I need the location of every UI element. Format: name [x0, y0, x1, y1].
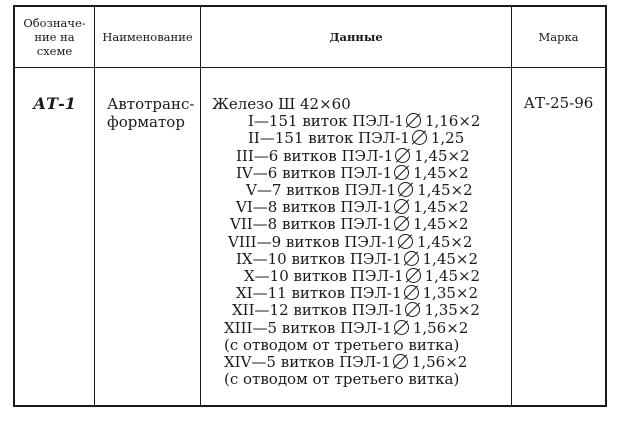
- winding-spec: V—7 витков ПЭЛ-1: [246, 181, 397, 200]
- diameter-icon: [406, 268, 421, 283]
- winding-spec: I—151 виток ПЭЛ-1: [248, 112, 404, 131]
- winding-diameter: 1,45×2: [413, 198, 469, 217]
- winding-line: [212, 302, 512, 319]
- diameter-icon: [394, 216, 409, 231]
- winding-spec: IX—10 витков ПЭЛ-1: [236, 249, 402, 268]
- header-designation-line: схеме: [36, 44, 73, 58]
- diameter-icon: [406, 113, 421, 128]
- winding-line: [212, 285, 512, 302]
- winding-line: [212, 113, 512, 130]
- header-data: [201, 7, 511, 67]
- winding-diameter: 1,45×2: [416, 232, 473, 251]
- winding-line: [212, 354, 512, 371]
- winding-spec: XII—12 витков ПЭЛ-1: [232, 301, 404, 320]
- header-designation-line: Обозначе-: [23, 16, 86, 30]
- winding-diameter: 1,56×2: [412, 318, 469, 337]
- spec-table: [13, 5, 607, 407]
- header-brand: [512, 7, 605, 67]
- diameter-icon: [394, 165, 409, 180]
- winding-line: [212, 199, 512, 216]
- winding-line: [212, 268, 512, 285]
- winding-note: (с отводом от третьего витка): [224, 335, 460, 354]
- header-data-label: Данные: [329, 30, 383, 44]
- winding-spec: XIV—5 витков ПЭЛ-1: [224, 353, 391, 372]
- winding-spec: XIII—5 витков ПЭЛ-1: [224, 318, 392, 337]
- diameter-icon: [398, 182, 413, 197]
- winding-diameter: 1,35×2: [424, 301, 480, 320]
- winding-spec: III—6 витков ПЭЛ-1: [236, 146, 394, 165]
- name-line: Автотранс-: [107, 95, 195, 113]
- winding-line: [212, 148, 512, 165]
- winding-line: [212, 165, 512, 182]
- diameter-icon: [405, 302, 420, 317]
- diameter-icon: [398, 234, 413, 249]
- winding-line: [212, 320, 512, 337]
- winding-diameter: 1,45×2: [413, 215, 469, 234]
- winding-diameter: 1,45×2: [413, 163, 469, 182]
- winding-line: [212, 130, 512, 147]
- winding-line: [212, 182, 512, 199]
- brand-cell: АТ-25-96: [523, 94, 594, 112]
- winding-diameter: 1,35×2: [422, 284, 479, 303]
- winding-note: (с отводом от третьего витка): [224, 370, 460, 389]
- winding-spec: II—151 виток ПЭЛ-1: [248, 129, 410, 148]
- winding-spec: IV—6 витков ПЭЛ-1: [236, 163, 393, 182]
- diameter-icon: [404, 285, 419, 300]
- winding-spec: X—10 витков ПЭЛ-1: [244, 267, 404, 286]
- designation-cell: АТ-1: [33, 94, 76, 113]
- winding-spec: VIII—9 витков ПЭЛ-1: [228, 232, 396, 251]
- diameter-icon: [394, 320, 409, 335]
- winding-diameter: 1,56×2: [411, 353, 468, 372]
- diameter-icon: [394, 199, 409, 214]
- diameter-icon: [393, 354, 408, 369]
- winding-spec: VII—8 витков ПЭЛ-1: [230, 215, 393, 234]
- header-designation-line: ние на: [34, 30, 75, 44]
- winding-diameter: 1,45×2: [417, 181, 473, 200]
- diameter-icon: [395, 148, 410, 163]
- winding-spec: VI—8 витков ПЭЛ-1: [236, 198, 393, 217]
- name-line: форматор: [107, 113, 185, 131]
- winding-diameter: 1,45×2: [414, 146, 470, 165]
- winding-diameter: 1,45×2: [424, 267, 481, 286]
- header-name-label: Наименование: [102, 30, 193, 44]
- winding-diameter: 1,45×2: [422, 249, 479, 268]
- diameter-icon: [404, 251, 419, 266]
- data-cell: [212, 67, 512, 388]
- diameter-icon: [412, 130, 427, 145]
- winding-diameter: 1,25: [430, 129, 465, 148]
- winding-line: [212, 234, 512, 251]
- core-spec: Железо Ш 42×60: [212, 95, 351, 113]
- winding-line: [212, 216, 512, 233]
- header-brand-label: Марка: [538, 30, 579, 44]
- header-name: [95, 7, 200, 67]
- windings-list: [212, 113, 512, 388]
- winding-spec: XI—11 витков ПЭЛ-1: [236, 284, 402, 303]
- name-cell: [107, 67, 199, 131]
- winding-diameter: 1,16×2: [424, 112, 481, 131]
- winding-line: [212, 251, 512, 268]
- header-designation: [15, 7, 94, 67]
